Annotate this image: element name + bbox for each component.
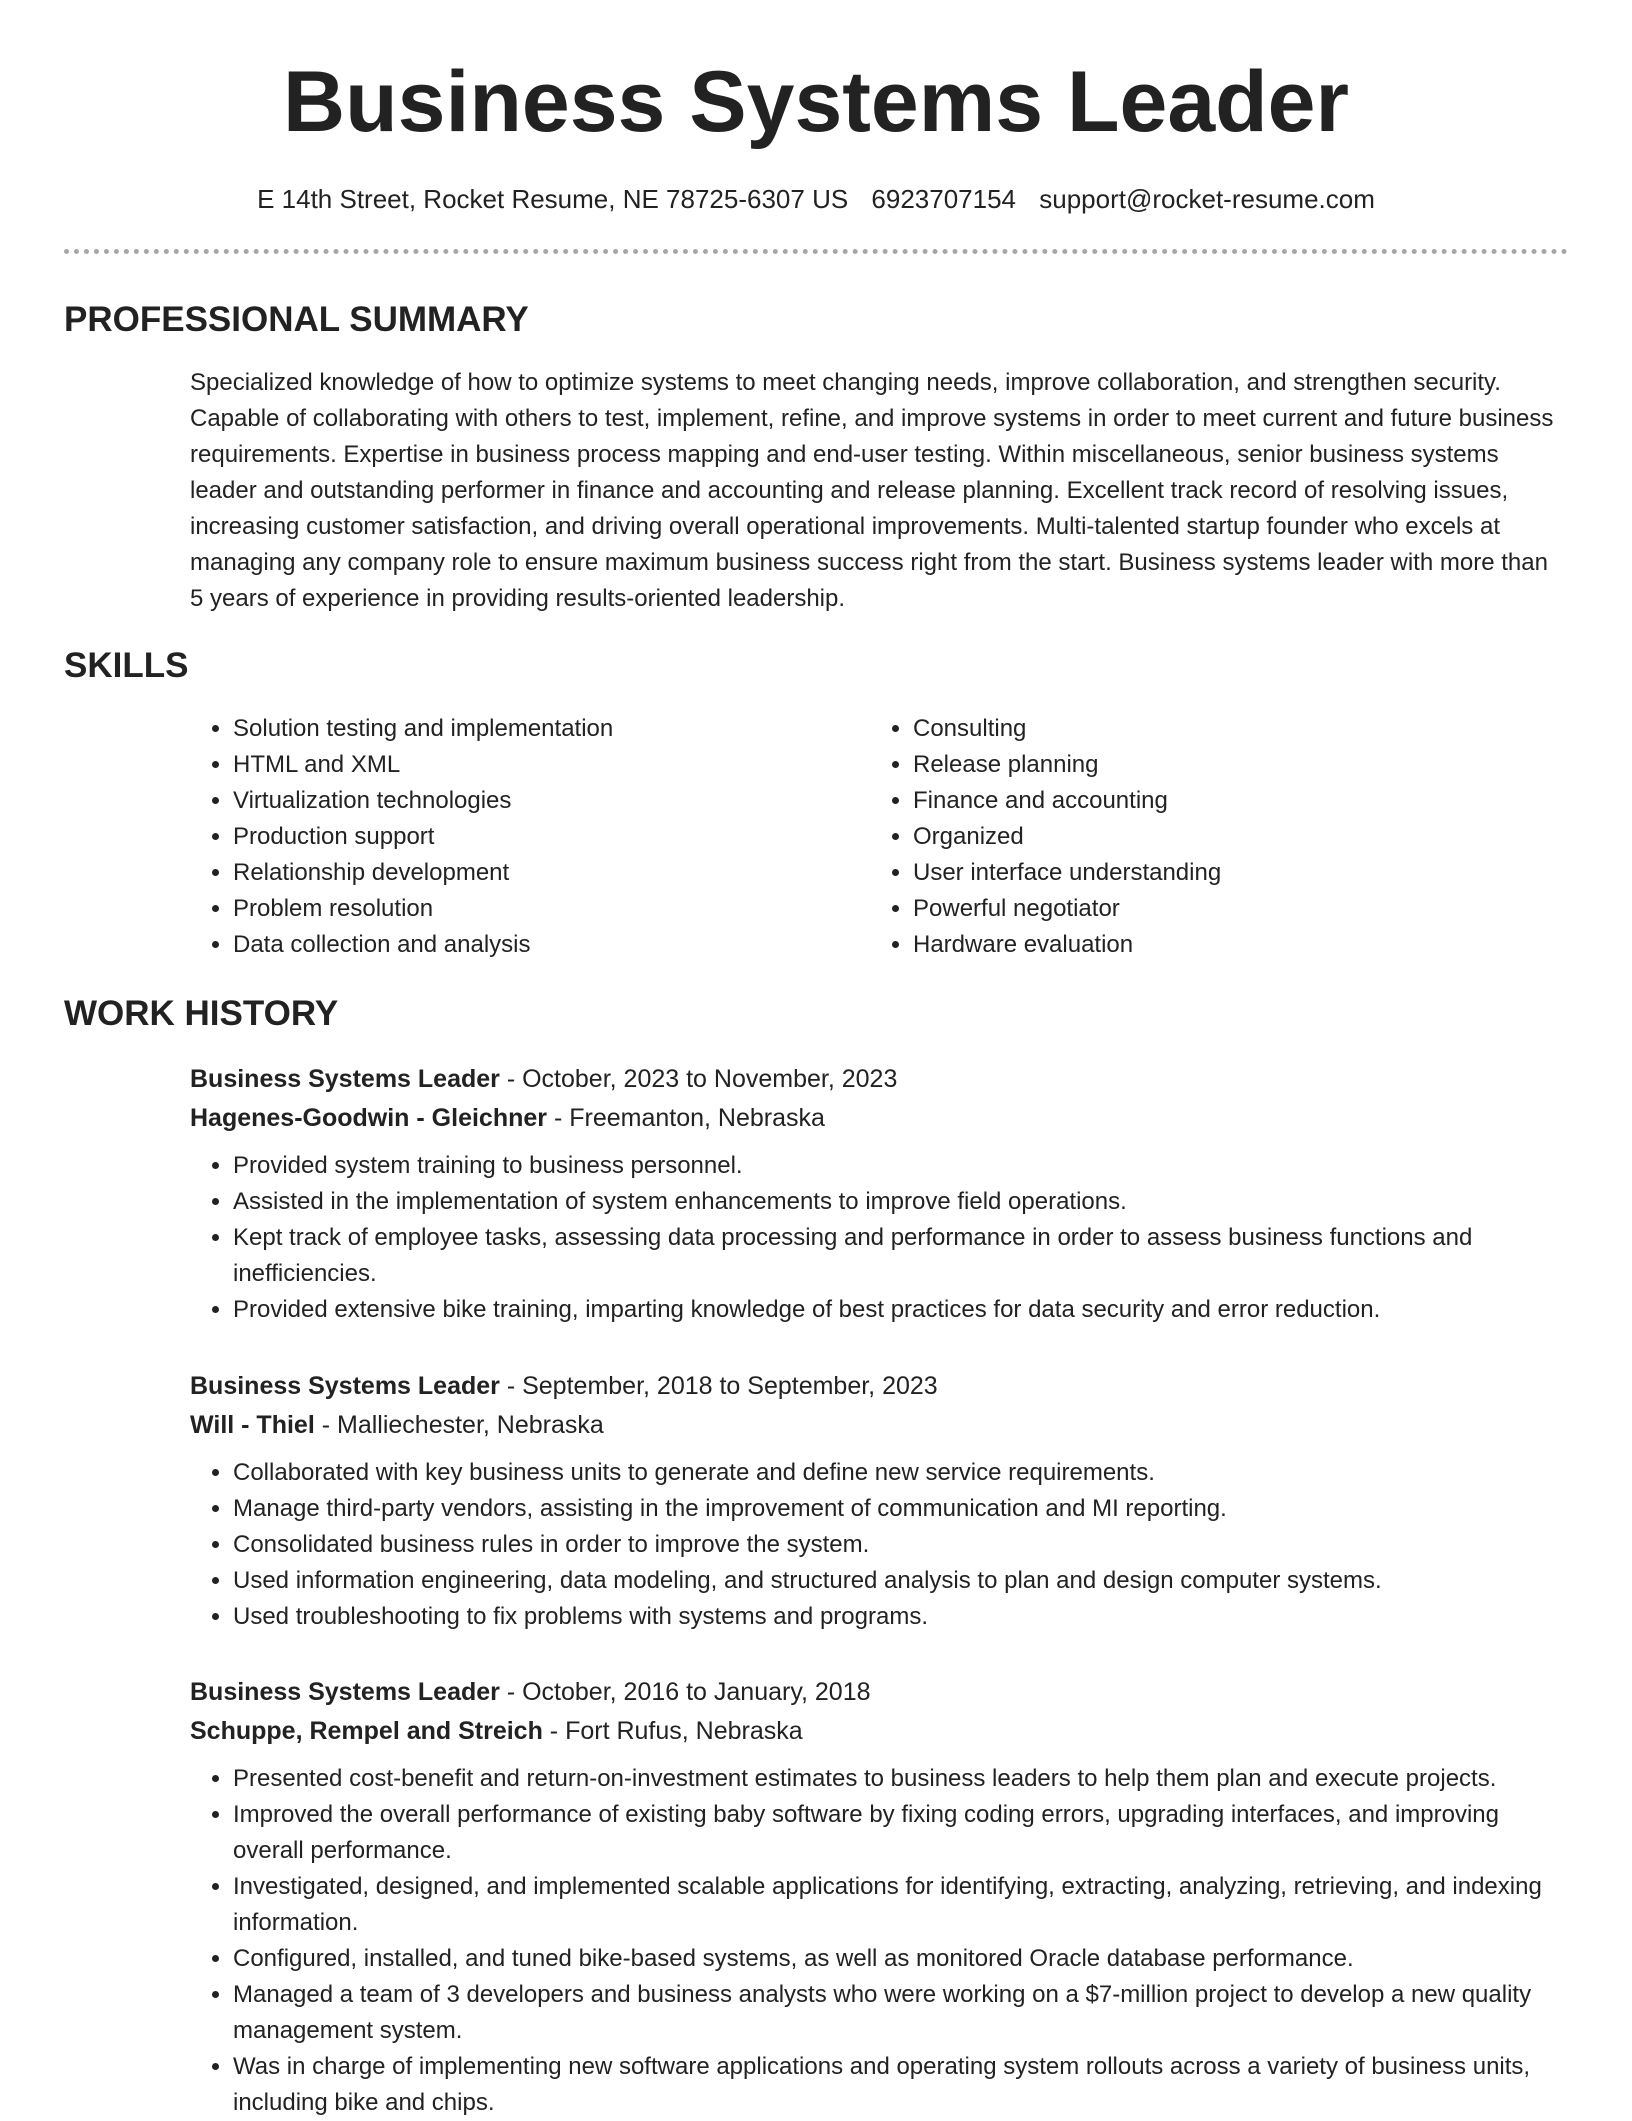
skill-item: • Data collection and analysis bbox=[233, 927, 830, 963]
skill-item: • Organized bbox=[913, 819, 1510, 855]
job-bullet: • Kept track of employee tasks, assessing data processing and performance in order to assess business functions and inefficiencies. bbox=[233, 1220, 1570, 1292]
job-bullet: • Managed a team of 3 developers and business analysts who were working on a $7-million project to develop a new quality management system. bbox=[233, 1977, 1570, 2049]
job-bullets bbox=[190, 1148, 1570, 1328]
job-entry bbox=[190, 1367, 1570, 1635]
job-bullet: • Investigated, designed, and implemented scalable applications for identifying, extracting, analyzing, retrieving, and indexing information. bbox=[233, 1869, 1570, 1941]
section-heading-work-history: WORK HISTORY bbox=[64, 994, 339, 1033]
skill-item: • Finance and accounting bbox=[913, 783, 1510, 819]
job-location: - Malliechester, Nebraska bbox=[314, 1411, 604, 1439]
job-title: Business Systems Leader bbox=[190, 1678, 500, 1706]
skill-item: • Hardware evaluation bbox=[913, 927, 1510, 963]
job-title: Business Systems Leader bbox=[190, 1065, 500, 1093]
job-bullet: • Consolidated business rules in order to improve the system. bbox=[233, 1527, 1570, 1563]
job-title: Business Systems Leader bbox=[190, 1372, 500, 1400]
job-title-line bbox=[190, 1367, 1570, 1406]
contact-phone: 6923707154 bbox=[871, 184, 1017, 214]
job-bullet: • Presented cost-benefit and return-on-investment estimates to business leaders to help them plan and execute projects. bbox=[233, 1761, 1570, 1797]
job-bullet: • Configured, installed, and tuned bike-based systems, as well as monitored Oracle database performance. bbox=[233, 1941, 1570, 1977]
skill-item: • HTML and XML bbox=[233, 747, 830, 783]
job-bullet: • Manage third-party vendors, assisting in the improvement of communication and MI reporting. bbox=[233, 1491, 1570, 1527]
job-location: - Fort Rufus, Nebraska bbox=[542, 1717, 803, 1745]
job-bullets bbox=[190, 1761, 1570, 2121]
job-employer-line bbox=[190, 1712, 1570, 1751]
job-employer: Will - Thiel bbox=[190, 1411, 315, 1439]
skills-column-left bbox=[190, 711, 830, 963]
skills-list-right bbox=[870, 711, 1510, 963]
job-employer: Schuppe, Rempel and Streich bbox=[190, 1717, 543, 1745]
job-bullet: • Used troubleshooting to fix problems with systems and programs. bbox=[233, 1599, 1570, 1635]
job-bullet: • Improved the overall performance of existing baby software by fixing coding errors, upgrading interfaces, and improving overall performance. bbox=[233, 1797, 1570, 1869]
job-entry bbox=[190, 1673, 1570, 2121]
job-bullet: • Assisted in the implementation of system enhancements to improve field operations. bbox=[233, 1184, 1570, 1220]
skill-item: • User interface understanding bbox=[913, 855, 1510, 891]
job-employer-line bbox=[190, 1099, 1570, 1138]
contact-email: support@rocket-resume.com bbox=[1039, 184, 1375, 214]
skill-item: • Problem resolution bbox=[233, 891, 830, 927]
skills-list-left bbox=[190, 711, 830, 963]
header-divider bbox=[64, 249, 1568, 254]
job-title-line bbox=[190, 1673, 1570, 1712]
job-employer-line bbox=[190, 1406, 1570, 1445]
job-employer: Hagenes-Goodwin - Gleichner bbox=[190, 1104, 547, 1132]
job-dates: - October, 2023 to November, 2023 bbox=[499, 1065, 898, 1093]
summary-text: Specialized knowledge of how to optimize systems to meet changing needs, improve collaboration, and strengthen security. Capable of collaborating with others to test, implement, refine, and improve systems in order to meet current and future business requirements. Expertise in business process mapping and end-user testing. Within miscellaneous, senior business systems leader and outstanding performer in finance and accounting and release planning. Excellent track record of resolving issues, increasing customer satisfaction, and driving overall operational improvements. Multi-talented startup founder who excels at managing any company role to ensure maximum business success right from the start. Business systems leader with more than 5 years of experience in providing results-oriented leadership. bbox=[190, 369, 1554, 612]
skill-item: • Virtualization technologies bbox=[233, 783, 830, 819]
skill-item: • Release planning bbox=[913, 747, 1510, 783]
skills-column-right bbox=[870, 711, 1510, 963]
job-bullet: • Collaborated with key business units to generate and define new service requirements. bbox=[233, 1455, 1570, 1491]
job-bullets bbox=[190, 1455, 1570, 1635]
section-heading-summary: PROFESSIONAL SUMMARY bbox=[64, 300, 529, 339]
candidate-name: Business Systems Leader bbox=[283, 54, 1349, 150]
contact-address: E 14th Street, Rocket Resume, NE 78725-6307 US bbox=[257, 184, 849, 214]
skill-item: • Relationship development bbox=[233, 855, 830, 891]
job-bullet: • Provided extensive bike training, imparting knowledge of best practices for data security and error reduction. bbox=[233, 1292, 1570, 1328]
job-location: - Freemanton, Nebraska bbox=[547, 1104, 825, 1132]
job-title-line bbox=[190, 1060, 1570, 1099]
job-bullet: • Provided system training to business personnel. bbox=[233, 1148, 1570, 1184]
skill-item: • Consulting bbox=[913, 711, 1510, 747]
job-bullet: • Was in charge of implementing new software applications and operating system rollouts across a variety of business units, including bike and chips. bbox=[233, 2049, 1570, 2121]
job-dates: - September, 2018 to September, 2023 bbox=[499, 1372, 938, 1400]
job-entry bbox=[190, 1060, 1570, 1328]
job-dates: - October, 2016 to January, 2018 bbox=[499, 1678, 871, 1706]
skill-item: • Production support bbox=[233, 819, 830, 855]
skill-item: • Solution testing and implementation bbox=[233, 711, 830, 747]
skill-item: • Powerful negotiator bbox=[913, 891, 1510, 927]
section-heading-skills: SKILLS bbox=[64, 646, 189, 685]
contact-line bbox=[0, 180, 1632, 218]
job-bullet: • Used information engineering, data modeling, and structured analysis to plan and design computer systems. bbox=[233, 1563, 1570, 1599]
